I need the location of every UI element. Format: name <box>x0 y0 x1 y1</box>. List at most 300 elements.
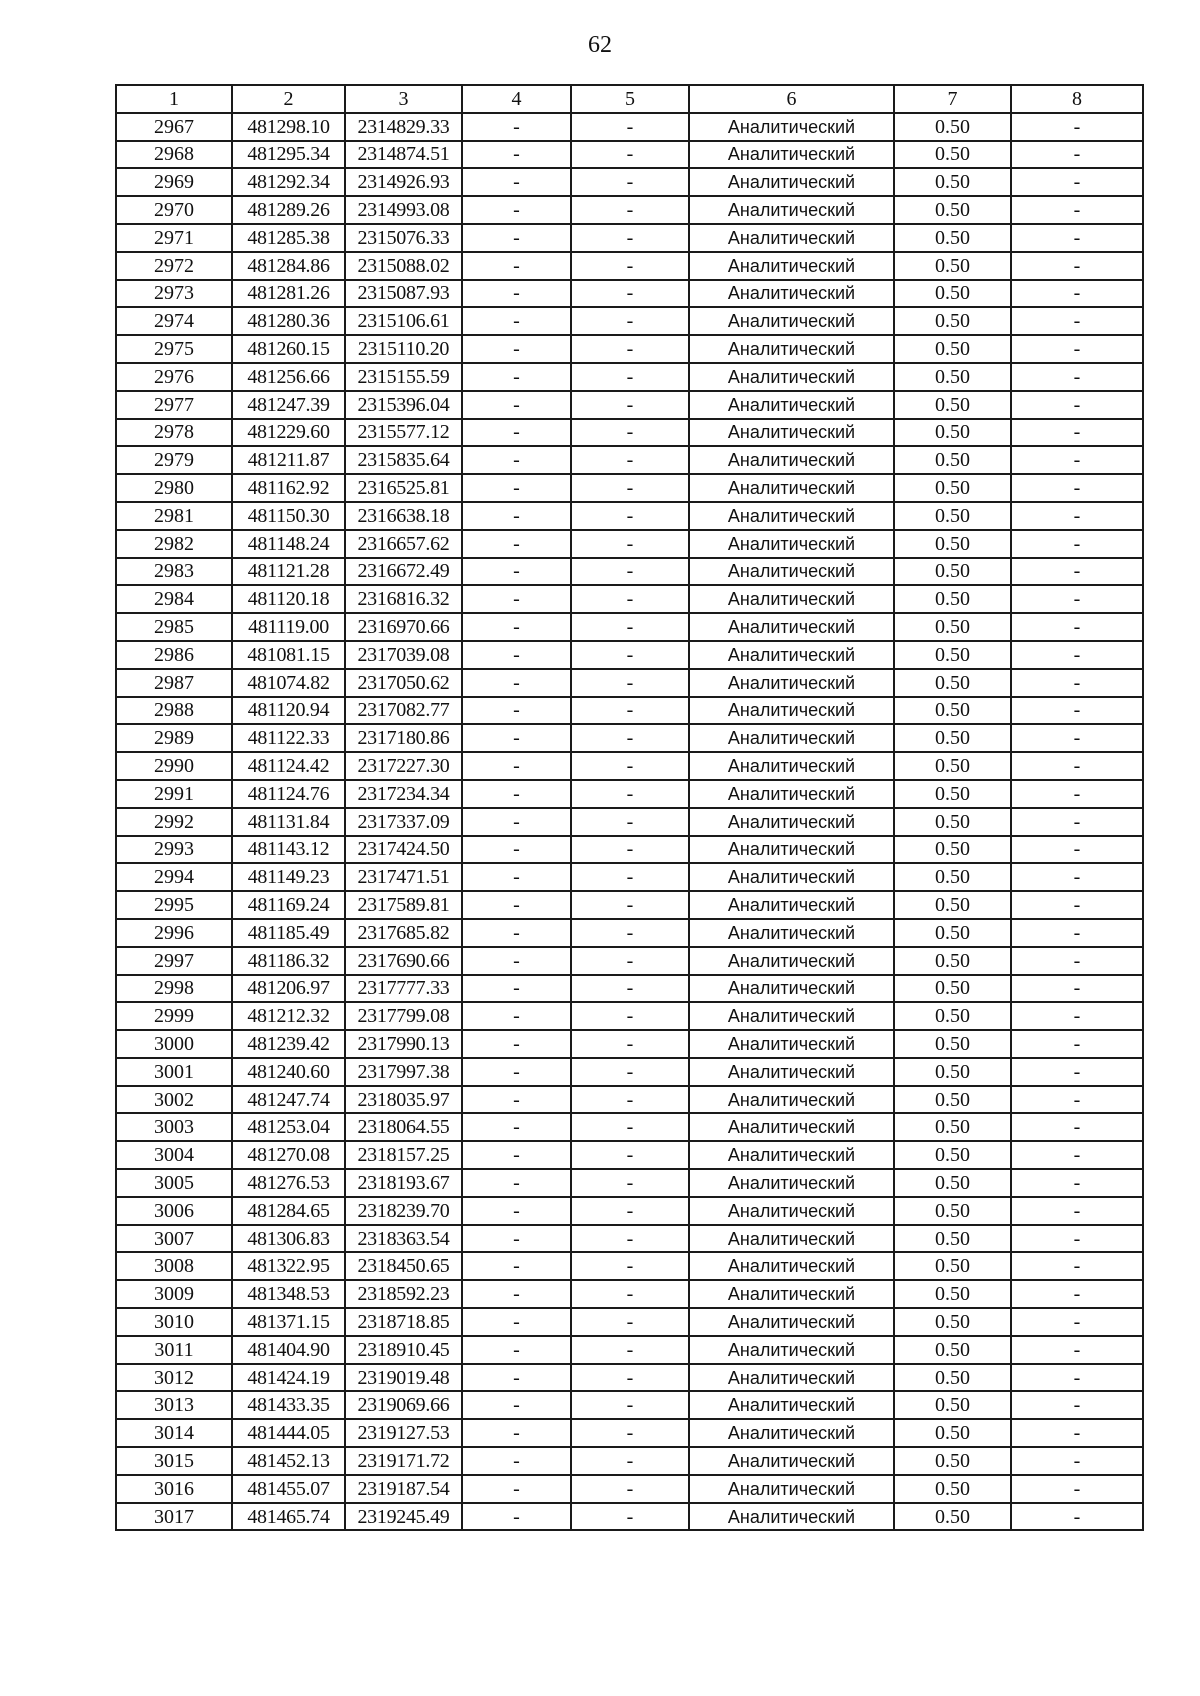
column-4-cell: - <box>462 1447 571 1475</box>
y-coordinate-cell: 2317990.13 <box>345 1030 462 1058</box>
column-5-cell: - <box>571 1225 689 1253</box>
y-coordinate-cell: 2315088.02 <box>345 252 462 280</box>
method-cell: Аналитический <box>689 1113 894 1141</box>
column-5-cell: - <box>571 669 689 697</box>
table-body <box>116 113 1143 1531</box>
column-5-cell: - <box>571 141 689 169</box>
coordinates-table <box>115 84 1144 1531</box>
column-8-cell: - <box>1011 975 1143 1003</box>
column-4-cell: - <box>462 724 571 752</box>
table-row <box>116 307 1143 335</box>
method-cell: Аналитический <box>689 891 894 919</box>
column-5-cell: - <box>571 697 689 725</box>
y-coordinate-cell: 2318193.67 <box>345 1169 462 1197</box>
y-coordinate-cell: 2317471.51 <box>345 863 462 891</box>
point-number-cell: 2978 <box>116 419 232 447</box>
column-8-cell: - <box>1011 1058 1143 1086</box>
x-coordinate-cell: 481240.60 <box>232 1058 345 1086</box>
accuracy-cell: 0.50 <box>894 947 1011 975</box>
point-number-cell: 2981 <box>116 502 232 530</box>
x-coordinate-cell: 481124.42 <box>232 752 345 780</box>
x-coordinate-cell: 481292.34 <box>232 168 345 196</box>
table-row <box>116 1280 1143 1308</box>
table-row <box>116 530 1143 558</box>
table-row <box>116 1336 1143 1364</box>
point-number-cell: 3004 <box>116 1141 232 1169</box>
column-4-cell: - <box>462 975 571 1003</box>
x-coordinate-cell: 481284.65 <box>232 1197 345 1225</box>
column-8-cell: - <box>1011 1419 1143 1447</box>
column-header: 7 <box>894 85 1011 113</box>
column-5-cell: - <box>571 891 689 919</box>
method-cell: Аналитический <box>689 1169 894 1197</box>
column-5-cell: - <box>571 1336 689 1364</box>
column-8-cell: - <box>1011 141 1143 169</box>
column-8-cell: - <box>1011 724 1143 752</box>
accuracy-cell: 0.50 <box>894 1503 1011 1531</box>
point-number-cell: 2975 <box>116 335 232 363</box>
method-cell: Аналитический <box>689 1391 894 1419</box>
column-5-cell: - <box>571 1113 689 1141</box>
method-cell: Аналитический <box>689 1030 894 1058</box>
column-5-cell: - <box>571 1280 689 1308</box>
column-4-cell: - <box>462 1197 571 1225</box>
column-header: 2 <box>232 85 345 113</box>
point-number-cell: 2993 <box>116 836 232 864</box>
point-number-cell: 3005 <box>116 1169 232 1197</box>
accuracy-cell: 0.50 <box>894 335 1011 363</box>
column-8-cell: - <box>1011 697 1143 725</box>
accuracy-cell: 0.50 <box>894 1002 1011 1030</box>
column-header: 8 <box>1011 85 1143 113</box>
column-8-cell: - <box>1011 669 1143 697</box>
column-8-cell: - <box>1011 1447 1143 1475</box>
x-coordinate-cell: 481280.36 <box>232 307 345 335</box>
method-cell: Аналитический <box>689 1364 894 1392</box>
column-4-cell: - <box>462 1086 571 1114</box>
column-4-cell: - <box>462 669 571 697</box>
point-number-cell: 2994 <box>116 863 232 891</box>
page-number: 62 <box>588 32 612 58</box>
point-number-cell: 3000 <box>116 1030 232 1058</box>
accuracy-cell: 0.50 <box>894 530 1011 558</box>
table-row <box>116 863 1143 891</box>
column-4-cell: - <box>462 752 571 780</box>
accuracy-cell: 0.50 <box>894 391 1011 419</box>
x-coordinate-cell: 481119.00 <box>232 613 345 641</box>
x-coordinate-cell: 481247.74 <box>232 1086 345 1114</box>
method-cell: Аналитический <box>689 1447 894 1475</box>
column-8-cell: - <box>1011 391 1143 419</box>
column-4-cell: - <box>462 808 571 836</box>
column-4-cell: - <box>462 446 571 474</box>
y-coordinate-cell: 2317180.86 <box>345 724 462 752</box>
x-coordinate-cell: 481143.12 <box>232 836 345 864</box>
y-coordinate-cell: 2318450.65 <box>345 1252 462 1280</box>
method-cell: Аналитический <box>689 836 894 864</box>
column-5-cell: - <box>571 280 689 308</box>
table-row <box>116 252 1143 280</box>
point-number-cell: 3001 <box>116 1058 232 1086</box>
point-number-cell: 2997 <box>116 947 232 975</box>
y-coordinate-cell: 2317337.09 <box>345 808 462 836</box>
table-row <box>116 1002 1143 1030</box>
point-number-cell: 2983 <box>116 558 232 586</box>
method-cell: Аналитический <box>689 863 894 891</box>
accuracy-cell: 0.50 <box>894 1197 1011 1225</box>
y-coordinate-cell: 2318157.25 <box>345 1141 462 1169</box>
method-cell: Аналитический <box>689 808 894 836</box>
accuracy-cell: 0.50 <box>894 363 1011 391</box>
column-4-cell: - <box>462 863 571 891</box>
column-8-cell: - <box>1011 808 1143 836</box>
point-number-cell: 2985 <box>116 613 232 641</box>
table-row <box>116 891 1143 919</box>
accuracy-cell: 0.50 <box>894 1169 1011 1197</box>
accuracy-cell: 0.50 <box>894 419 1011 447</box>
method-cell: Аналитический <box>689 224 894 252</box>
y-coordinate-cell: 2314874.51 <box>345 141 462 169</box>
y-coordinate-cell: 2316970.66 <box>345 613 462 641</box>
method-cell: Аналитический <box>689 446 894 474</box>
column-5-cell: - <box>571 391 689 419</box>
column-8-cell: - <box>1011 1503 1143 1531</box>
method-cell: Аналитический <box>689 113 894 141</box>
column-5-cell: - <box>571 419 689 447</box>
accuracy-cell: 0.50 <box>894 1447 1011 1475</box>
table-row <box>116 558 1143 586</box>
column-5-cell: - <box>571 1364 689 1392</box>
column-4-cell: - <box>462 1058 571 1086</box>
column-8-cell: - <box>1011 363 1143 391</box>
y-coordinate-cell: 2317690.66 <box>345 947 462 975</box>
column-4-cell: - <box>462 1169 571 1197</box>
y-coordinate-cell: 2319187.54 <box>345 1475 462 1503</box>
x-coordinate-cell: 481206.97 <box>232 975 345 1003</box>
column-4-cell: - <box>462 891 571 919</box>
point-number-cell: 2969 <box>116 168 232 196</box>
x-coordinate-cell: 481424.19 <box>232 1364 345 1392</box>
y-coordinate-cell: 2315087.93 <box>345 280 462 308</box>
column-4-cell: - <box>462 1002 571 1030</box>
column-5-cell: - <box>571 558 689 586</box>
column-8-cell: - <box>1011 1030 1143 1058</box>
header-row <box>116 85 1143 113</box>
accuracy-cell: 0.50 <box>894 975 1011 1003</box>
accuracy-cell: 0.50 <box>894 280 1011 308</box>
y-coordinate-cell: 2315835.64 <box>345 446 462 474</box>
y-coordinate-cell: 2314926.93 <box>345 168 462 196</box>
method-cell: Аналитический <box>689 307 894 335</box>
x-coordinate-cell: 481322.95 <box>232 1252 345 1280</box>
column-4-cell: - <box>462 391 571 419</box>
column-5-cell: - <box>571 224 689 252</box>
x-coordinate-cell: 481124.76 <box>232 780 345 808</box>
table-row <box>116 808 1143 836</box>
table-row <box>116 752 1143 780</box>
method-cell: Аналитический <box>689 530 894 558</box>
point-number-cell: 3006 <box>116 1197 232 1225</box>
method-cell: Аналитический <box>689 196 894 224</box>
table-row <box>116 1447 1143 1475</box>
column-4-cell: - <box>462 1419 571 1447</box>
accuracy-cell: 0.50 <box>894 724 1011 752</box>
table-row <box>116 836 1143 864</box>
x-coordinate-cell: 481169.24 <box>232 891 345 919</box>
column-8-cell: - <box>1011 474 1143 502</box>
method-cell: Аналитический <box>689 585 894 613</box>
x-coordinate-cell: 481452.13 <box>232 1447 345 1475</box>
column-8-cell: - <box>1011 252 1143 280</box>
table-row <box>116 113 1143 141</box>
x-coordinate-cell: 481276.53 <box>232 1169 345 1197</box>
column-4-cell: - <box>462 335 571 363</box>
column-4-cell: - <box>462 641 571 669</box>
x-coordinate-cell: 481284.86 <box>232 252 345 280</box>
column-8-cell: - <box>1011 585 1143 613</box>
x-coordinate-cell: 481148.24 <box>232 530 345 558</box>
column-4-cell: - <box>462 141 571 169</box>
table-row <box>116 780 1143 808</box>
column-8-cell: - <box>1011 1475 1143 1503</box>
y-coordinate-cell: 2317227.30 <box>345 752 462 780</box>
x-coordinate-cell: 481185.49 <box>232 919 345 947</box>
column-5-cell: - <box>571 1391 689 1419</box>
y-coordinate-cell: 2314829.33 <box>345 113 462 141</box>
column-4-cell: - <box>462 224 571 252</box>
column-4-cell: - <box>462 530 571 558</box>
method-cell: Аналитический <box>689 975 894 1003</box>
table-row <box>116 168 1143 196</box>
column-4-cell: - <box>462 585 571 613</box>
column-4-cell: - <box>462 1141 571 1169</box>
y-coordinate-cell: 2315155.59 <box>345 363 462 391</box>
column-4-cell: - <box>462 1225 571 1253</box>
table-row <box>116 669 1143 697</box>
column-5-cell: - <box>571 1058 689 1086</box>
y-coordinate-cell: 2317777.33 <box>345 975 462 1003</box>
accuracy-cell: 0.50 <box>894 168 1011 196</box>
y-coordinate-cell: 2318718.85 <box>345 1308 462 1336</box>
column-5-cell: - <box>571 641 689 669</box>
column-8-cell: - <box>1011 168 1143 196</box>
table-row <box>116 1391 1143 1419</box>
y-coordinate-cell: 2317799.08 <box>345 1002 462 1030</box>
method-cell: Аналитический <box>689 780 894 808</box>
column-4-cell: - <box>462 1308 571 1336</box>
table-row <box>116 224 1143 252</box>
column-8-cell: - <box>1011 1336 1143 1364</box>
method-cell: Аналитический <box>689 1086 894 1114</box>
method-cell: Аналитический <box>689 752 894 780</box>
point-number-cell: 2998 <box>116 975 232 1003</box>
column-4-cell: - <box>462 1252 571 1280</box>
column-header: 3 <box>345 85 462 113</box>
column-5-cell: - <box>571 196 689 224</box>
x-coordinate-cell: 481212.32 <box>232 1002 345 1030</box>
point-number-cell: 3017 <box>116 1503 232 1531</box>
method-cell: Аналитический <box>689 1058 894 1086</box>
accuracy-cell: 0.50 <box>894 1252 1011 1280</box>
method-cell: Аналитический <box>689 252 894 280</box>
y-coordinate-cell: 2319019.48 <box>345 1364 462 1392</box>
table-row <box>116 1308 1143 1336</box>
point-number-cell: 2984 <box>116 585 232 613</box>
column-4-cell: - <box>462 1503 571 1531</box>
column-8-cell: - <box>1011 530 1143 558</box>
column-5-cell: - <box>571 1503 689 1531</box>
method-cell: Аналитический <box>689 1225 894 1253</box>
method-cell: Аналитический <box>689 1197 894 1225</box>
y-coordinate-cell: 2317589.81 <box>345 891 462 919</box>
x-coordinate-cell: 481404.90 <box>232 1336 345 1364</box>
column-4-cell: - <box>462 1030 571 1058</box>
column-5-cell: - <box>571 502 689 530</box>
column-8-cell: - <box>1011 1113 1143 1141</box>
column-5-cell: - <box>571 1169 689 1197</box>
x-coordinate-cell: 481348.53 <box>232 1280 345 1308</box>
x-coordinate-cell: 481256.66 <box>232 363 345 391</box>
table-row <box>116 1141 1143 1169</box>
y-coordinate-cell: 2316672.49 <box>345 558 462 586</box>
x-coordinate-cell: 481247.39 <box>232 391 345 419</box>
x-coordinate-cell: 481239.42 <box>232 1030 345 1058</box>
accuracy-cell: 0.50 <box>894 1225 1011 1253</box>
column-5-cell: - <box>571 474 689 502</box>
column-5-cell: - <box>571 1252 689 1280</box>
table-row <box>116 947 1143 975</box>
method-cell: Аналитический <box>689 1503 894 1531</box>
table-row <box>116 613 1143 641</box>
x-coordinate-cell: 481211.87 <box>232 446 345 474</box>
column-4-cell: - <box>462 836 571 864</box>
method-cell: Аналитический <box>689 391 894 419</box>
point-number-cell: 3002 <box>116 1086 232 1114</box>
y-coordinate-cell: 2318064.55 <box>345 1113 462 1141</box>
column-5-cell: - <box>571 1197 689 1225</box>
y-coordinate-cell: 2318910.45 <box>345 1336 462 1364</box>
table-row <box>116 919 1143 947</box>
accuracy-cell: 0.50 <box>894 141 1011 169</box>
x-coordinate-cell: 481433.35 <box>232 1391 345 1419</box>
method-cell: Аналитический <box>689 558 894 586</box>
table-row <box>116 585 1143 613</box>
x-coordinate-cell: 481120.18 <box>232 585 345 613</box>
x-coordinate-cell: 481281.26 <box>232 280 345 308</box>
method-cell: Аналитический <box>689 1280 894 1308</box>
column-5-cell: - <box>571 780 689 808</box>
x-coordinate-cell: 481122.33 <box>232 724 345 752</box>
column-8-cell: - <box>1011 1280 1143 1308</box>
column-5-cell: - <box>571 836 689 864</box>
y-coordinate-cell: 2318239.70 <box>345 1197 462 1225</box>
method-cell: Аналитический <box>689 1002 894 1030</box>
x-coordinate-cell: 481253.04 <box>232 1113 345 1141</box>
y-coordinate-cell: 2317997.38 <box>345 1058 462 1086</box>
table-row <box>116 280 1143 308</box>
column-5-cell: - <box>571 613 689 641</box>
column-5-cell: - <box>571 1308 689 1336</box>
point-number-cell: 3011 <box>116 1336 232 1364</box>
accuracy-cell: 0.50 <box>894 891 1011 919</box>
column-5-cell: - <box>571 919 689 947</box>
column-8-cell: - <box>1011 780 1143 808</box>
accuracy-cell: 0.50 <box>894 669 1011 697</box>
x-coordinate-cell: 481162.92 <box>232 474 345 502</box>
column-8-cell: - <box>1011 863 1143 891</box>
column-5-cell: - <box>571 1141 689 1169</box>
column-5-cell: - <box>571 168 689 196</box>
column-8-cell: - <box>1011 947 1143 975</box>
point-number-cell: 3007 <box>116 1225 232 1253</box>
point-number-cell: 3008 <box>116 1252 232 1280</box>
x-coordinate-cell: 481465.74 <box>232 1503 345 1531</box>
method-cell: Аналитический <box>689 1141 894 1169</box>
table-row <box>116 502 1143 530</box>
x-coordinate-cell: 481285.38 <box>232 224 345 252</box>
column-8-cell: - <box>1011 1225 1143 1253</box>
point-number-cell: 2992 <box>116 808 232 836</box>
method-cell: Аналитический <box>689 697 894 725</box>
column-4-cell: - <box>462 697 571 725</box>
x-coordinate-cell: 481131.84 <box>232 808 345 836</box>
point-number-cell: 2970 <box>116 196 232 224</box>
column-8-cell: - <box>1011 1141 1143 1169</box>
method-cell: Аналитический <box>689 613 894 641</box>
table-row <box>116 335 1143 363</box>
column-8-cell: - <box>1011 1002 1143 1030</box>
method-cell: Аналитический <box>689 1419 894 1447</box>
point-number-cell: 3010 <box>116 1308 232 1336</box>
table-row <box>116 1113 1143 1141</box>
accuracy-cell: 0.50 <box>894 863 1011 891</box>
y-coordinate-cell: 2316638.18 <box>345 502 462 530</box>
column-8-cell: - <box>1011 1391 1143 1419</box>
table-row <box>116 1419 1143 1447</box>
point-number-cell: 2988 <box>116 697 232 725</box>
column-8-cell: - <box>1011 1169 1143 1197</box>
y-coordinate-cell: 2314993.08 <box>345 196 462 224</box>
column-5-cell: - <box>571 863 689 891</box>
column-5-cell: - <box>571 585 689 613</box>
column-4-cell: - <box>462 1113 571 1141</box>
accuracy-cell: 0.50 <box>894 196 1011 224</box>
accuracy-cell: 0.50 <box>894 1280 1011 1308</box>
column-4-cell: - <box>462 1475 571 1503</box>
point-number-cell: 2982 <box>116 530 232 558</box>
y-coordinate-cell: 2316816.32 <box>345 585 462 613</box>
column-8-cell: - <box>1011 919 1143 947</box>
column-5-cell: - <box>571 1030 689 1058</box>
method-cell: Аналитический <box>689 724 894 752</box>
y-coordinate-cell: 2317424.50 <box>345 836 462 864</box>
method-cell: Аналитический <box>689 1336 894 1364</box>
accuracy-cell: 0.50 <box>894 1308 1011 1336</box>
method-cell: Аналитический <box>689 641 894 669</box>
point-number-cell: 2999 <box>116 1002 232 1030</box>
table-row <box>116 141 1143 169</box>
column-5-cell: - <box>571 975 689 1003</box>
column-5-cell: - <box>571 724 689 752</box>
column-4-cell: - <box>462 363 571 391</box>
x-coordinate-cell: 481444.05 <box>232 1419 345 1447</box>
column-5-cell: - <box>571 252 689 280</box>
y-coordinate-cell: 2318592.23 <box>345 1280 462 1308</box>
x-coordinate-cell: 481150.30 <box>232 502 345 530</box>
column-4-cell: - <box>462 1364 571 1392</box>
accuracy-cell: 0.50 <box>894 1364 1011 1392</box>
point-number-cell: 2973 <box>116 280 232 308</box>
